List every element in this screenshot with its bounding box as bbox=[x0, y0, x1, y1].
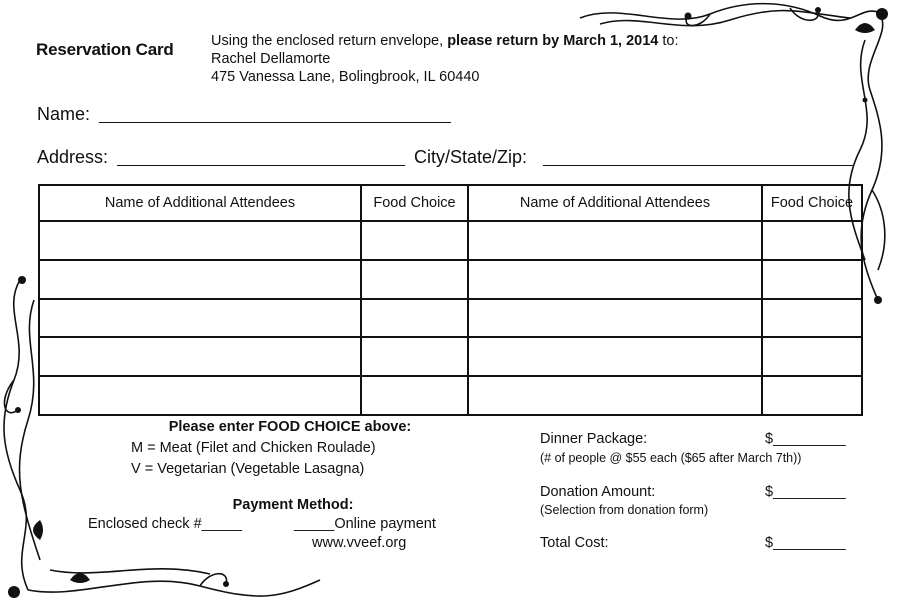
food-choice-cell[interactable] bbox=[361, 221, 468, 260]
total-cost-label: Total Cost: bbox=[540, 535, 609, 551]
food-choice-cell[interactable] bbox=[762, 376, 862, 415]
attendee-name-cell[interactable] bbox=[39, 376, 361, 415]
food-choice-cell[interactable] bbox=[361, 260, 468, 299]
payment-method-heading: Payment Method: bbox=[232, 497, 354, 513]
dinner-package-note: (# of people @ $55 each ($65 after March 7th)) bbox=[540, 451, 802, 465]
address-field[interactable] bbox=[117, 165, 405, 166]
card-title: Reservation Card bbox=[36, 40, 174, 59]
donation-amount-label: Donation Amount: bbox=[540, 484, 656, 500]
online-payment-option[interactable]: _____Online payment bbox=[294, 516, 436, 532]
instructions-prefix: Using the enclosed return envelope, bbox=[211, 33, 448, 49]
attendee-name-cell[interactable] bbox=[468, 337, 762, 376]
donation-amount-note: (Selection from donation form) bbox=[540, 503, 709, 517]
table-row bbox=[39, 299, 862, 338]
food-choice-cell[interactable] bbox=[361, 376, 468, 415]
food-choice-cell[interactable] bbox=[762, 299, 862, 338]
food-choice-heading: Please enter FOOD CHOICE above: bbox=[168, 419, 412, 435]
column-header: Name of Additional Attendees bbox=[468, 185, 762, 221]
recipient-address: 475 Vanessa Lane, Bolingbrook, IL 60440 bbox=[211, 69, 480, 85]
payment-website: www.vveef.org bbox=[312, 535, 407, 551]
table-header-row bbox=[39, 185, 862, 221]
total-cost-amount[interactable]: $_________ bbox=[765, 535, 846, 551]
table-row bbox=[39, 337, 862, 376]
table-row bbox=[39, 376, 862, 415]
attendee-name-cell[interactable] bbox=[39, 337, 361, 376]
attendee-name-cell[interactable] bbox=[468, 260, 762, 299]
attendee-name-cell[interactable] bbox=[39, 221, 361, 260]
donation-amount-value[interactable]: $_________ bbox=[765, 484, 846, 500]
food-choice-cell[interactable] bbox=[762, 337, 862, 376]
food-choice-cell[interactable] bbox=[361, 337, 468, 376]
name-field[interactable] bbox=[99, 122, 451, 123]
name-label: Name: bbox=[37, 104, 91, 124]
table-row bbox=[39, 260, 862, 299]
dinner-package-amount[interactable]: $_________ bbox=[765, 431, 846, 447]
column-header: Food Choice bbox=[361, 185, 468, 221]
return-instructions-line bbox=[211, 32, 679, 50]
food-choice-cell[interactable] bbox=[762, 221, 862, 260]
attendee-name-cell[interactable] bbox=[468, 376, 762, 415]
column-header: Food Choice bbox=[762, 185, 862, 221]
column-header: Name of Additional Attendees bbox=[39, 185, 361, 221]
enclosed-check-option[interactable]: Enclosed check #_____ bbox=[88, 516, 242, 532]
food-choice-cell[interactable] bbox=[361, 299, 468, 338]
city-state-zip-label: City/State/Zip: bbox=[414, 147, 528, 167]
food-option-vegetarian: V = Vegetarian (Vegetable Lasagna) bbox=[131, 461, 365, 477]
attendee-name-cell[interactable] bbox=[39, 299, 361, 338]
attendee-name-cell[interactable] bbox=[468, 299, 762, 338]
recipient-name: Rachel Dellamorte bbox=[211, 51, 331, 67]
address-label: Address: bbox=[37, 147, 109, 167]
dinner-package-label: Dinner Package: bbox=[540, 431, 648, 447]
food-option-meat: M = Meat (Filet and Chicken Roulade) bbox=[131, 440, 376, 456]
attendees-table bbox=[38, 184, 863, 416]
return-instructions bbox=[211, 32, 679, 86]
attendee-name-cell[interactable] bbox=[39, 260, 361, 299]
food-choice-cell[interactable] bbox=[762, 260, 862, 299]
instructions-suffix: to: bbox=[658, 33, 679, 49]
city-state-zip-field[interactable] bbox=[543, 165, 854, 166]
return-deadline: please return by March 1, 2014 bbox=[447, 33, 659, 49]
table-row bbox=[39, 221, 862, 260]
attendee-name-cell[interactable] bbox=[468, 221, 762, 260]
